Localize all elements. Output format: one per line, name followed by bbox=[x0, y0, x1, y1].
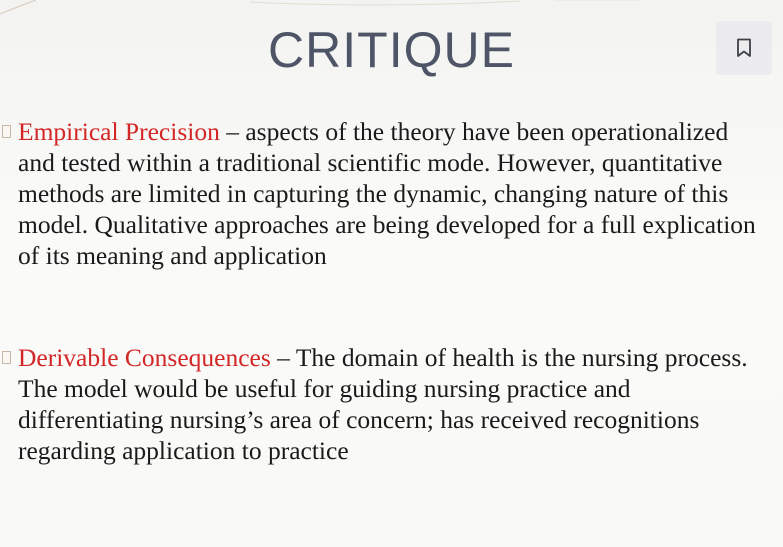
bullet-text: – The domain of health is the nursing process. The model would be useful for guiding nursing practice and differentiating nursing’s area of concern; has received recognitions regarding application to practice bbox=[18, 343, 748, 465]
decorative-top-swoosh bbox=[0, 0, 783, 20]
bullet-term: Derivable Consequences bbox=[18, 343, 271, 372]
bullet-marker bbox=[2, 125, 11, 138]
bullet-empirical-precision bbox=[18, 116, 758, 271]
bullet-derivable-consequences bbox=[18, 342, 758, 466]
bullet-text: – aspects of the theory have been operationalized and tested within a traditional scientific mode. However, quantitative methods are limited in capturing the dynamic, changing nature of this model. Qualitative approaches are being developed for a full explication of its meaning and application bbox=[18, 117, 756, 270]
bullet-marker bbox=[2, 351, 11, 364]
bullet-term: Empirical Precision bbox=[18, 117, 220, 146]
slide-title: CRITIQUE bbox=[268, 22, 515, 78]
bookmark-icon bbox=[736, 38, 752, 58]
bookmark-button[interactable] bbox=[716, 21, 772, 75]
